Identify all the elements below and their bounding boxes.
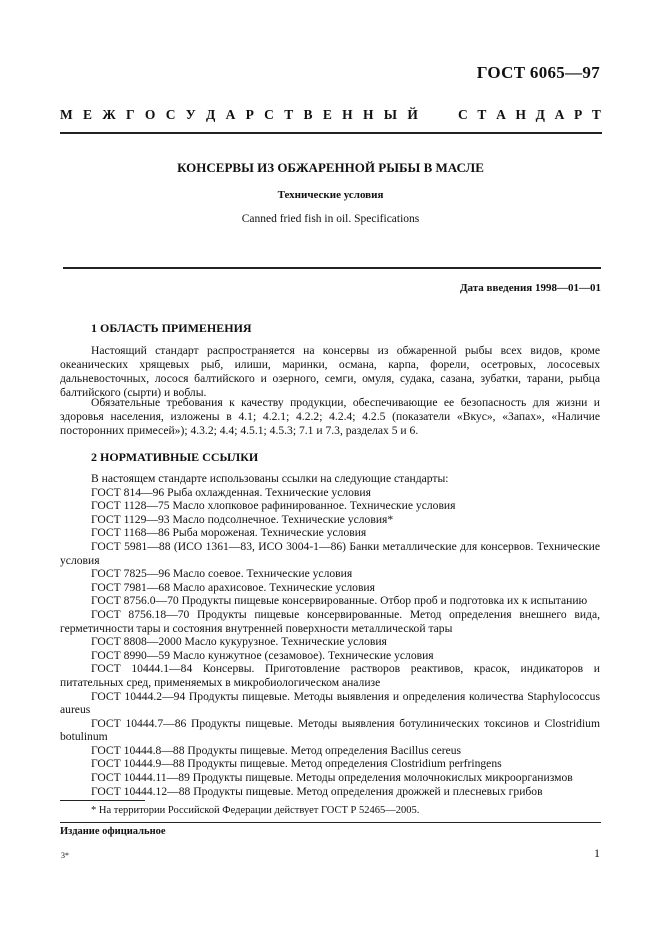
signature-mark: 3* [61,851,69,860]
letter: А [554,107,565,122]
letter: С [458,107,468,122]
top-divider [60,132,602,134]
reference-line: ГОСТ 10444.9—88 Продукты пищевые. Метод определения Clostridium perfringens [91,757,502,771]
reference-line: ГОСТ 8990—59 Масло кунжутное (сезамовое). Технические условия [91,648,434,662]
letter: Н [515,107,526,122]
letter: Й [407,107,418,122]
title-divider [63,267,601,269]
letter: О [144,107,156,122]
reference-line: ГОСТ 814—96 Рыба охлажденная. Технические условия [91,485,371,499]
letter: А [225,107,236,122]
reference-line: ГОСТ 8808—2000 Масло кукурузное. Технические условия [91,635,387,649]
gost-number: ГОСТ 6065—97 [476,63,600,82]
letter: С [264,107,274,122]
footnote: * На территории Российской Федерации действует ГОСТ Р 52465—2005. [91,805,420,816]
reference-line: ГОСТ 8756.0—70 Продукты пищевые консервированные. Отбор проб и подготовка их к испытанию [91,594,588,608]
letter: Т [477,107,487,122]
reference-line: ГОСТ 10444.8—88 Продукты пищевые. Метод определения Bacillus cereus [91,743,462,757]
letter: С [165,107,176,122]
reference-line: ГОСТ 1168—86 Рыба мороженая. Технические условия [91,526,367,540]
footnote-rule [60,800,145,801]
scope-paragraph: Настоящий стандарт распространяется на консервы из обжаренной рыбы всех видов, кроме океанических хрящевых рыб, илиши, маринки, османа, карпа, форели, осетровых, лососевых дальневосточных, лосося балтийского и озерного, семги, омуля, судака, сазана, зубатки, тарани, рыбца балтийского (сырти) и воблы. [60,344,600,399]
letter: Р [245,107,254,122]
reference-line: ГОСТ 5981—88 (ИСО 1361—83, ИСО 3004-1—86) Банки металлические для консервов. Технические условия [60,539,600,567]
letter: Н [342,107,353,122]
reference-line: ГОСТ 10444.1—84 Консервы. Приготовление растворов реактивов, красок, индикаторов и питательных сред, применяемых в микробиологическом анализе [60,662,600,689]
letter: М [60,107,73,122]
letter: У [185,107,196,122]
letter: Е [83,107,93,122]
reference-line: ГОСТ 1129—93 Масло подсолнечное. Технические условия* [91,512,394,526]
reference-line: ГОСТ 7981—68 Масло арахисовое. Технические условия [91,580,375,594]
reference-line: ГОСТ 1128—75 Масло хлопковое рафинированное. Технические условия [91,499,456,513]
letter: А [496,107,506,122]
interstate-word [60,107,418,123]
letter: В [303,107,313,122]
reference-line: ГОСТ 8756.18—70 Продукты пищевые консервированные. Метод определения внешнего вида, герметичности тары и состояния внутренней поверхности металлической тары [60,607,600,635]
standard-word [458,107,601,123]
interstate-standard-banner [60,107,601,123]
letter: Ы [383,107,398,122]
bottom-divider [60,822,601,823]
reference-line: ГОСТ 10444.11—89 Продукты пищевые. Методы определения молочнокислых микроорганизмов [91,771,573,785]
reference-line: В настоящем стандарте использованы ссылки на следующие стандарты: [91,472,449,485]
letter: Д [205,107,216,122]
letter: Д [535,107,545,122]
letter: Т [591,107,601,122]
requirements-paragraph: Обязательные требования к качеству продукции, обеспечивающие ее безопасность для жизни и здоровья населения, изложены в 4.1; 4.2.1; 4.2.2; 4.2.4; 4.2.5 (показатели «Вкус», «Запах», «Наличие посторонних примесей»); 4.3.2; 4.4; 4.5.1; 4.5.3; 7.1 и 7.3, разделах 5 и 6. [60,396,600,437]
reference-line: ГОСТ 10444.7—86 Продукты пищевые. Методы выявления ботулинических токсинов и Clostridium botulinum [60,716,600,744]
page-number: 1 [594,846,600,860]
section-heading-references: 2 НОРМАТИВНЫЕ ССЫЛКИ [91,450,259,464]
letter: Р [574,107,583,122]
reference-line: ГОСТ 7825—96 Масло соевое. Технические условия [91,567,353,581]
letter: Т [284,107,294,122]
reference-line: ГОСТ 10444.2—94 Продукты пищевые. Методы выявления и определения количества Staphylococcus aureus [60,689,600,717]
references-list [60,472,600,798]
letter: Ж [102,107,116,122]
reference-line: ГОСТ 10444.12—88 Продукты пищевые. Метод определения дрожжей и плесневых грибов [91,784,543,798]
document-subtitle: Технические условия [277,189,384,201]
section-heading-scope: 1 ОБЛАСТЬ ПРИМЕНЕНИЯ [91,321,252,335]
letter: Е [322,107,332,122]
english-title: Canned fried fish in oil. Specifications [241,213,420,225]
letter: Н [362,107,374,122]
official-edition-label: Издание официальное [60,826,166,837]
introduction-date: Дата введения 1998—01—01 [459,282,601,294]
letter: Г [126,107,135,122]
document-title: КОНСЕРВЫ ИЗ ОБЖАРЕННОЙ РЫБЫ В МАСЛЕ [177,160,484,175]
